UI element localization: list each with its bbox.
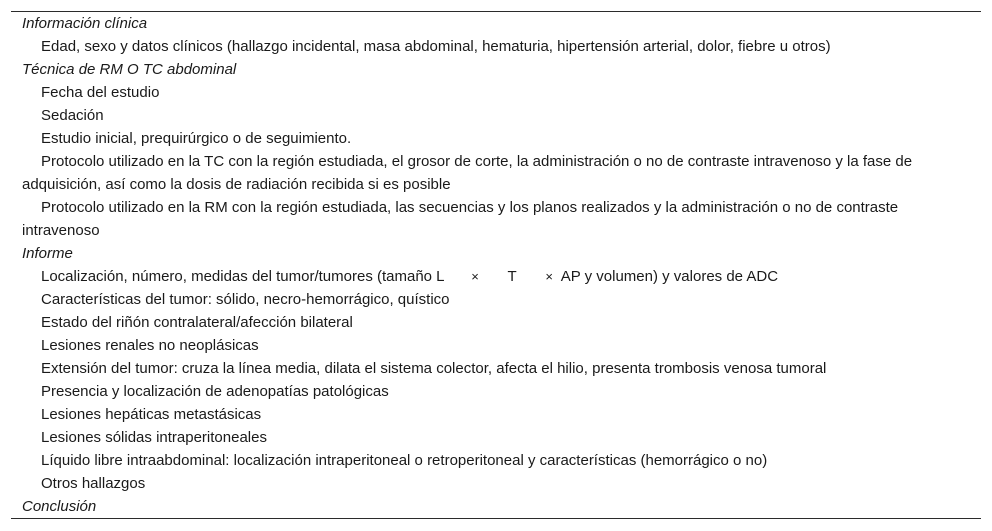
times-symbol: × xyxy=(545,269,553,284)
list-item: Otros hallazgos xyxy=(41,475,146,492)
list-item: Extensión del tumor: cruza la línea media, dilata el sistema colector, afecta el hilio, presenta trombosis venosa tumoral xyxy=(41,360,827,377)
times-symbol: × xyxy=(471,269,479,284)
list-item: Lesiones sólidas intraperitoneales xyxy=(41,429,267,446)
list-item: Estado del riñón contralateral/afección bilateral xyxy=(41,314,353,331)
size-text-prefix: Localización, número, medidas del tumor/tumores (tamaño L xyxy=(41,268,445,285)
list-item: Lesiones hepáticas metastásicas xyxy=(41,406,262,423)
size-text-suffix: AP y volumen) y valores de ADC xyxy=(560,268,779,285)
list-item: Edad, sexo y datos clínicos (hallazgo incidental, masa abdominal, hematuria, hipertensión arterial, dolor, fiebre u otros) xyxy=(41,38,831,55)
report-template-table xyxy=(11,11,981,519)
section-heading-conclusion: Conclusión xyxy=(22,498,97,515)
list-item: Presencia y localización de adenopatías patológicas xyxy=(41,383,389,400)
section-heading-technique: Técnica de RM O TC abdominal xyxy=(22,61,237,78)
list-item: Protocolo utilizado en la TC con la región estudiada, el grosor de corte, la administración o no de contraste intravenoso y la fase de adquisición, así como la dosis de radiación recibida si es posible xyxy=(22,153,913,193)
list-item: Características del tumor: sólido, necro-hemorrágico, quístico xyxy=(41,291,450,308)
list-item-tumor-size xyxy=(11,265,981,288)
list-item: Líquido libre intraabdominal: localización intraperitoneal o retroperitoneal y características (hemorrágico o no) xyxy=(41,452,768,469)
section-heading-report: Informe xyxy=(22,245,73,262)
section-heading-clinical-info: Información clínica xyxy=(22,15,148,32)
list-item: Sedación xyxy=(41,107,104,124)
list-item: Lesiones renales no neoplásicas xyxy=(41,337,259,354)
size-text-mid: T xyxy=(507,268,517,285)
list-item: Protocolo utilizado en la RM con la región estudiada, las secuencias y los planos realizados y la administración o no de contraste intravenoso xyxy=(22,199,899,239)
list-item: Estudio inicial, prequirúrgico o de seguimiento. xyxy=(41,130,352,147)
list-item: Fecha del estudio xyxy=(41,84,160,101)
